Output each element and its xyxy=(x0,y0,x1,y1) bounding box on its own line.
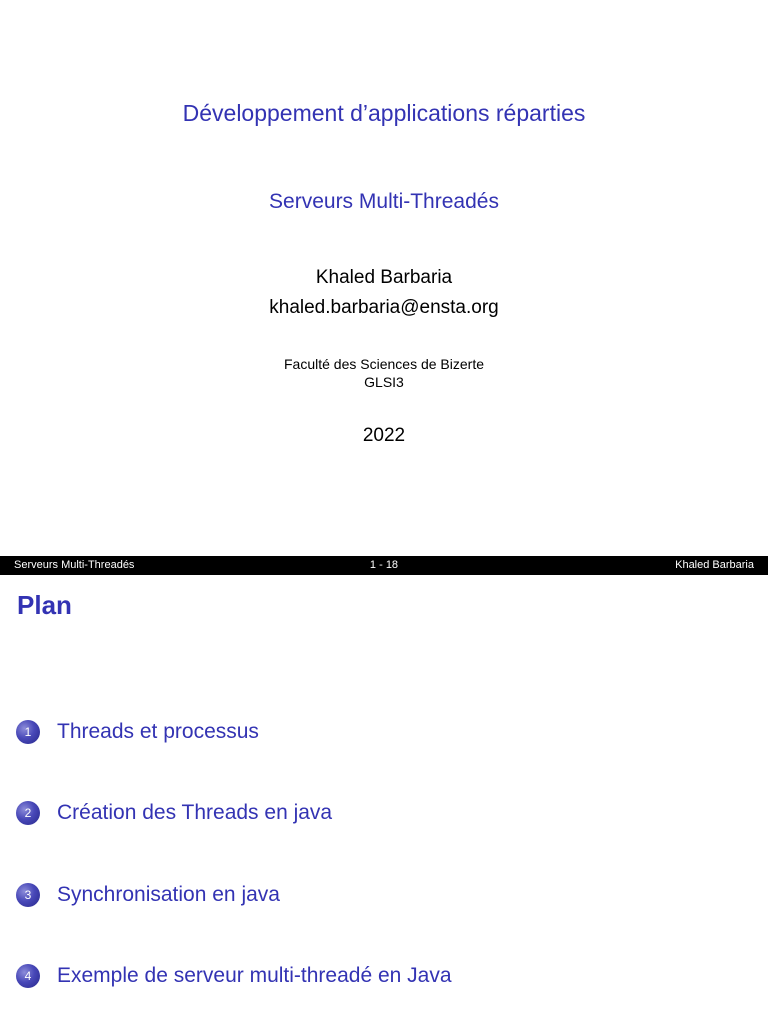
toc-item-label: Threads et processus xyxy=(57,720,259,743)
course-title: Développement d’applications réparties xyxy=(182,100,586,126)
author-name: Khaled Barbaria xyxy=(315,267,453,288)
footer-page-number: 1 - 18 xyxy=(369,559,399,571)
toc-item-label: Création des Threads en java xyxy=(57,801,333,824)
toc-item-3[interactable] xyxy=(16,881,280,909)
toc-item-4[interactable] xyxy=(16,962,452,990)
toc-number-bullet: 4 xyxy=(16,964,40,988)
presentation-subtitle: Serveurs Multi-Threadés xyxy=(269,190,499,213)
toc-number-bullet: 3 xyxy=(16,883,40,907)
toc-number-bullet: 1 xyxy=(16,720,40,744)
footer-author: Khaled Barbaria xyxy=(675,559,754,571)
author-email: khaled.barbaria@ensta.org xyxy=(269,297,499,318)
toc-item-label: Exemple de serveur multi-threadé en Java xyxy=(57,964,452,987)
toc-item-2[interactable] xyxy=(16,799,332,827)
toc-item-label: Synchronisation en java xyxy=(57,883,280,906)
toc-number-bullet: 2 xyxy=(16,801,40,825)
group-name: GLSI3 xyxy=(364,374,404,390)
plan-title: Plan xyxy=(17,590,72,620)
toc-item-1[interactable] xyxy=(16,718,259,746)
presentation-year: 2022 xyxy=(362,425,406,446)
institution-name: Faculté des Sciences de Bizerte xyxy=(284,356,484,372)
plan-slide xyxy=(0,556,768,1024)
footer-presentation-title: Serveurs Multi-Threadés xyxy=(14,559,135,571)
slide-footer xyxy=(0,556,768,575)
